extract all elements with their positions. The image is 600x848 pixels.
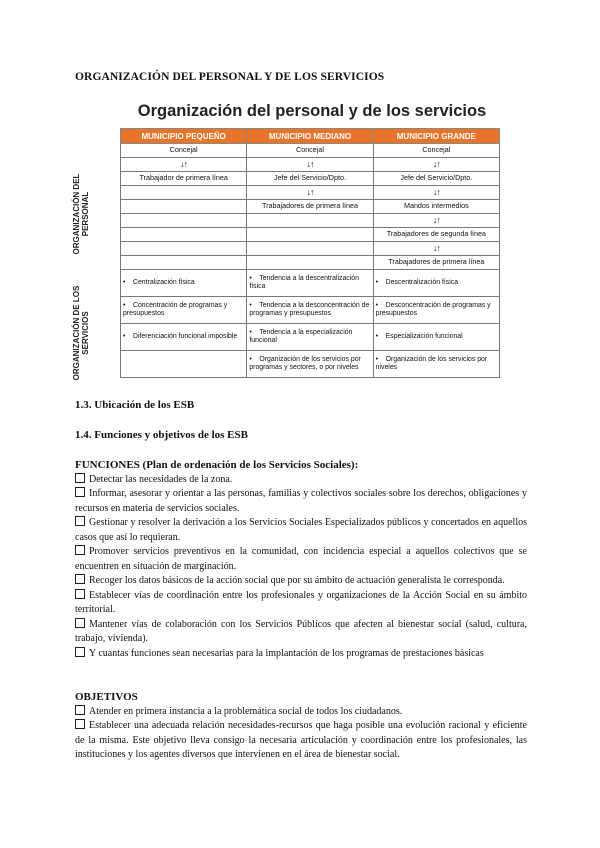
- table-cell: Trabajadores de primera línea: [247, 200, 373, 214]
- checkbox-bullet-icon: [75, 574, 85, 584]
- checkbox-bullet-icon: [75, 589, 85, 599]
- list-item: Y cuantas funciones sean necesarias para la implantación de los programas de prestaciones básicas: [75, 647, 527, 662]
- list-item: Detectar las necesidades de la zona.: [75, 473, 527, 488]
- updown-arrow-icon: ↓↑: [432, 243, 440, 254]
- objetivos-block: [75, 690, 527, 763]
- figure-title: Organización del personal y de los servicios: [137, 102, 487, 120]
- side-label-servicios: ORGANIZACIÓN DE LOS SERVICIOS: [72, 285, 91, 381]
- table-cell: Jefe del Servicio/Dpto.: [247, 172, 373, 186]
- table-cell: Concentración de programas y presupuestos: [123, 301, 228, 317]
- table-cell: Organización de los servicios por niveles: [375, 355, 488, 371]
- checkbox-bullet-icon: [75, 705, 85, 715]
- checkbox-bullet-icon: [75, 647, 85, 657]
- table-cell: Desconcentración de programas y presupuestos: [375, 301, 491, 317]
- checkbox-bullet-icon: [75, 487, 85, 497]
- table-cell: Concejal: [373, 144, 499, 158]
- document-heading: ORGANIZACIÓN DEL PERSONAL Y DE LOS SERVICIOS: [75, 71, 385, 83]
- column-header: MUNICIPIO GRANDE: [373, 129, 499, 144]
- table-cell: Tendencia a la desconcentración de programas y presupuestos: [249, 301, 370, 317]
- column-header: MUNICIPIO PEQUEÑO: [121, 129, 247, 144]
- list-item: Promover servicios preventivos en la comunidad, con incidencia especial a aquellos colectivos que se encuentren en situación de marginación.: [75, 546, 527, 572]
- organization-table: MUNICIPIO PEQUEÑO MUNICIPIO MEDIANO MUNICIPIO GRANDE Concejal Concejal Concejal ↓↑ ↓↑ ↓↑ Trabajador de primera línea Jefe del Servicio/Dpto. Jefe del Servicio/Dpto. ↓↑ ↓↑ Trabajadores de primera línea Mandos intermedios ↓↑ Trabajadores de segunda línea ↓↑ Trabajadores de primera línea • Centralización física • Tendencia a la descentralización física • Descentralización física • Concentración de programas y presupuestos • Tendencia a la desconcentración de programas y presupuestos • Desconcentración de programas y presupuestos • Diferenciación funcional imposible • Tendencia a la especialización funcional • Especialización funcional • Organización de los servicios por programas y sectores, o por niveles • Organización de los servicios por niveles: [120, 128, 500, 378]
- column-header: MUNICIPIO MEDIANO: [247, 129, 373, 144]
- list-item: Informar, asesorar y orientar a las personas, familias y colectivos sociales sobre los derechos, obligaciones y recursos en materia de servicios sociales.: [75, 488, 527, 514]
- table-cell: Centralización física: [133, 278, 195, 286]
- updown-arrow-icon: ↓↑: [306, 159, 314, 170]
- section-heading: [75, 428, 527, 443]
- list-item: Establecer vías de coordinación entre los profesionales y organizaciones de la Acción Social en su ámbito territorial.: [75, 589, 527, 615]
- table-cell: Tendencia a la especialización funcional: [249, 328, 353, 344]
- table-cell: Trabajadores de primera línea: [373, 256, 499, 270]
- list-item: Establecer una adecuada relación necesidades-recursos que haga posible una evolución racional y eficiente de la misma. Este objetivo lleva consigo la necesaria articulación y coordinación entre los profesionales, las instituciones y los agentes diversos que intervienen en el área de bienestar social.: [75, 720, 527, 760]
- objetivos-title: OBJETIVOS: [75, 691, 138, 703]
- checkbox-bullet-icon: [75, 618, 85, 628]
- list-item: Atender en primera instancia a la problemática social de todos los ciudadanos.: [75, 705, 527, 720]
- list-item: Mantener vías de colaboración con los Servicios Públicos que afecten al bienestar social (salud, cultura, trabajo, vivienda).: [75, 618, 527, 644]
- organization-figure: [72, 102, 528, 390]
- table-cell: Mandos intermedios: [373, 200, 499, 214]
- table-cell: Trabajador de primera línea: [121, 172, 247, 186]
- list-item: Recoger los datos básicos de la acción social que por su ámbito de actuación generalista le corresponda.: [75, 574, 527, 589]
- table-cell: Organización de los servicios por programas y sectores, o por niveles: [249, 355, 361, 371]
- list-item: Gestionar y resolver la derivación a los Servicios Sociales Especializados públicos y concertados en aquellos casos que así lo requieran.: [75, 517, 527, 543]
- section-ubicacion: 1.3. Ubicación de los ESB: [75, 399, 195, 411]
- updown-arrow-icon: ↓↑: [180, 159, 188, 170]
- updown-arrow-icon: ↓↑: [432, 159, 440, 170]
- section-heading: [75, 398, 527, 413]
- checkbox-bullet-icon: [75, 719, 85, 729]
- checkbox-bullet-icon: [75, 545, 85, 555]
- checkbox-bullet-icon: [75, 473, 85, 483]
- table-cell: Concejal: [121, 144, 247, 158]
- updown-arrow-icon: ↓↑: [432, 215, 440, 226]
- table-cell: Jefe del Servicio/Dpto.: [373, 172, 499, 186]
- updown-arrow-icon: ↓↑: [306, 187, 314, 198]
- checkbox-bullet-icon: [75, 516, 85, 526]
- section-funciones-objetivos: 1.4. Funciones y objetivos de los ESB: [75, 429, 248, 441]
- table-cell: Descentralización física: [385, 278, 459, 286]
- funciones-block: [75, 458, 527, 661]
- table-cell: Concejal: [247, 144, 373, 158]
- table-cell: Diferenciación funcional imposible: [133, 332, 238, 340]
- side-label-personal: ORGANIZACIÓN DEL PERSONAL: [72, 173, 91, 255]
- table-cell: Trabajadores de segunda línea: [373, 228, 499, 242]
- updown-arrow-icon: ↓↑: [432, 187, 440, 198]
- table-cell: Especialización funcional: [385, 332, 463, 340]
- funciones-title: FUNCIONES (Plan de ordenación de los Servicios Sociales):: [75, 459, 359, 471]
- table-cell: Tendencia a la descentralización física: [249, 274, 359, 290]
